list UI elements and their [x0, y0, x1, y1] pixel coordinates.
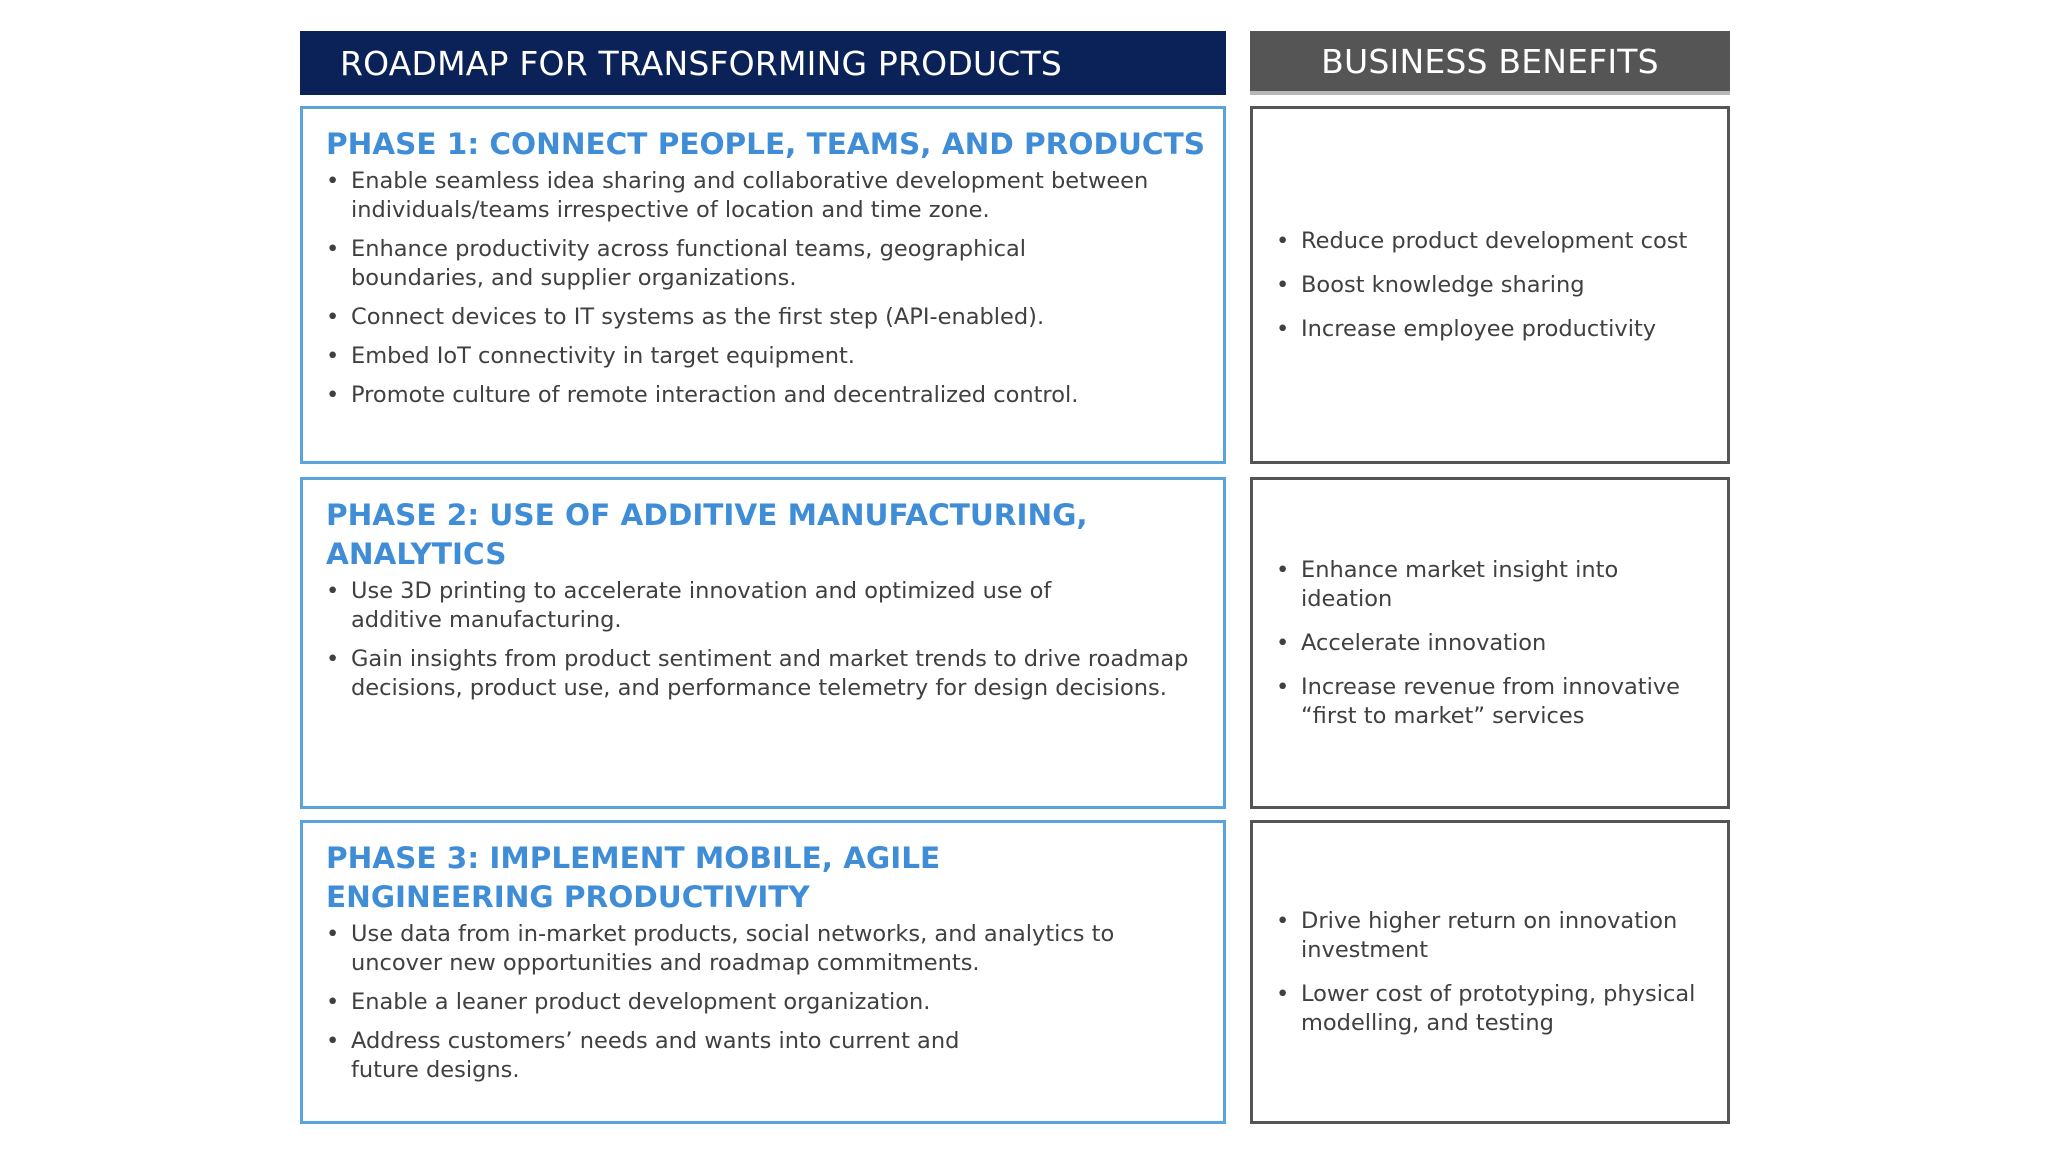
benefit-bullet: • Increase employee productivity [1276, 315, 1717, 344]
benefit-bullet: • Increase revenue from innovative “first to market” services [1276, 673, 1721, 731]
phase-bullet: • Address customers’ needs and wants into current and future designs. [326, 1027, 1031, 1085]
phase-1-title: PHASE 1: CONNECT PEOPLE, TEAMS, AND PRODUCTS [326, 127, 1205, 161]
phase-3-benefits-box [1250, 820, 1730, 1124]
phase-bullet: • Enable a leaner product development organization. [326, 988, 1213, 1017]
phase-3-title: PHASE 3: IMPLEMENT MOBILE, AGILE ENGINEERING PRODUCTIVITY [326, 841, 941, 914]
phase-2-bullets [326, 577, 1213, 703]
roadmap-header-label: ROADMAP FOR TRANSFORMING PRODUCTS [340, 43, 1063, 83]
benefit-bullet: • Enhance market insight into ideation [1276, 556, 1681, 614]
phase-1-benefits [1276, 227, 1717, 344]
phase-bullet: • Use data from in-market products, social networks, and analytics to uncover new opportunities and roadmap commitments. [326, 920, 1131, 978]
phase-2-title: PHASE 2: USE OF ADDITIVE MANUFACTURING, ANALYTICS [326, 498, 1088, 571]
benefit-bullet: • Drive higher return on innovation investment [1276, 907, 1721, 965]
phase-2-box [300, 477, 1226, 809]
phase-2-benefits [1276, 556, 1717, 731]
phase-3-benefits [1276, 907, 1717, 1038]
phase-2-benefits-box [1250, 477, 1730, 809]
phase-1-benefits-box [1250, 106, 1730, 464]
benefit-bullet: • Lower cost of prototyping, physical modelling, and testing [1276, 980, 1717, 1038]
phase-1-box [300, 106, 1226, 464]
benefits-header [1250, 31, 1730, 95]
phase-bullet: • Connect devices to IT systems as the first step (API-enabled). [326, 303, 1213, 332]
benefit-bullet: • Boost knowledge sharing [1276, 271, 1717, 300]
phase-bullet: • Enhance productivity across functional teams, geographical boundaries, and supplier organizations. [326, 235, 1111, 293]
phase-3-box [300, 820, 1226, 1124]
roadmap-header [300, 31, 1226, 95]
phase-bullet: • Use 3D printing to accelerate innovation and optimized use of additive manufacturing. [326, 577, 1141, 635]
benefits-header-label: BUSINESS BENEFITS [1321, 41, 1659, 81]
phase-3-bullets [326, 920, 1213, 1085]
benefit-bullet: • Accelerate innovation [1276, 629, 1717, 658]
phase-1-bullets [326, 167, 1213, 410]
benefit-bullet: • Reduce product development cost [1276, 227, 1717, 256]
phase-bullet: • Enable seamless idea sharing and collaborative development between individuals/teams irrespective of location and time zone. [326, 167, 1181, 225]
phase-bullet: • Gain insights from product sentiment and market trends to drive roadmap decisions, product use, and performance telemetry for design decisions. [326, 645, 1213, 703]
phase-bullet: • Embed IoT connectivity in target equipment. [326, 342, 1213, 371]
phase-bullet: • Promote culture of remote interaction and decentralized control. [326, 381, 1213, 410]
